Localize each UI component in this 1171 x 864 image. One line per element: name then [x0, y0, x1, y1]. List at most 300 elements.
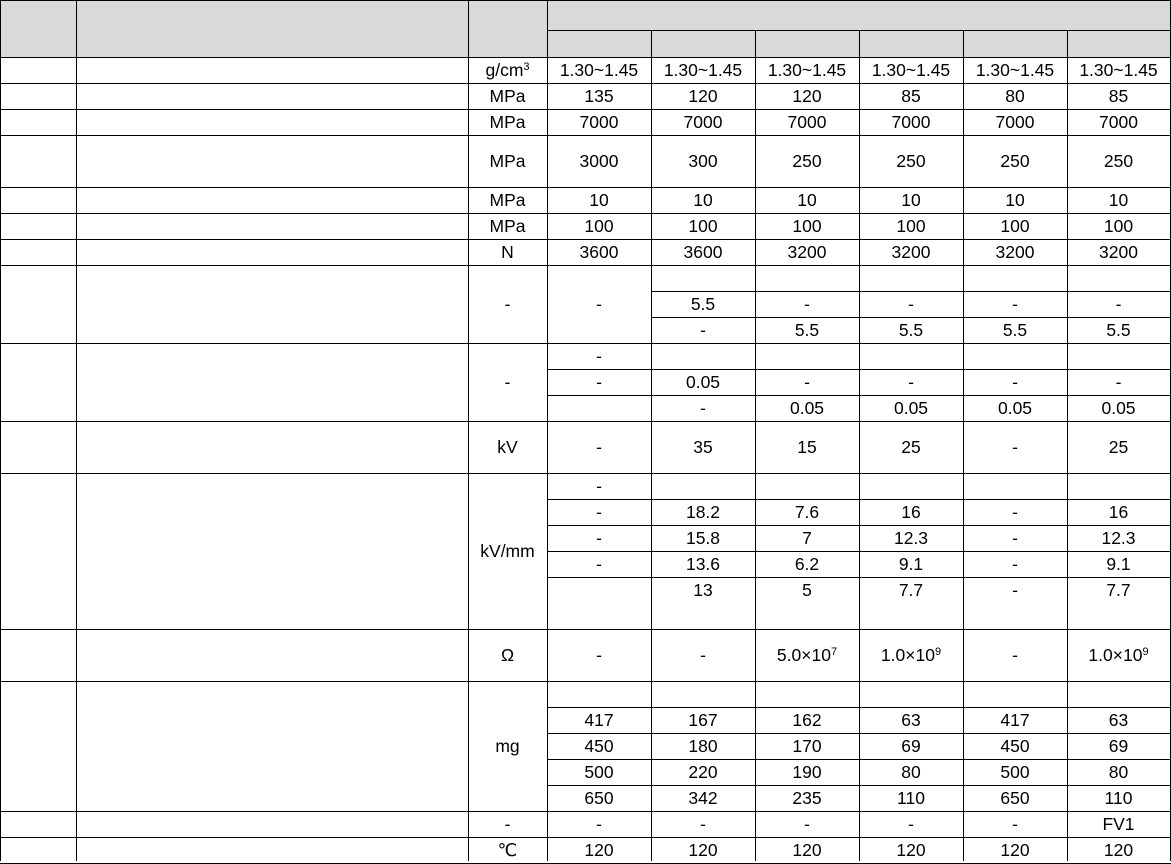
- grid-line-horizontal: [963, 499, 1068, 500]
- value-cell: 0.05: [1101, 398, 1136, 418]
- grid-line-horizontal: [0, 135, 1171, 136]
- value-cell: -: [1012, 528, 1018, 548]
- grid-line-horizontal: [547, 369, 652, 370]
- value-cell: 5.5: [1106, 320, 1131, 340]
- grid-line-horizontal: [963, 577, 1068, 578]
- grid-line-horizontal: [755, 759, 860, 760]
- value-cell: 1.30~1.45: [663, 60, 743, 80]
- value-cell: 500: [584, 762, 614, 782]
- grid-line-horizontal: [755, 291, 860, 292]
- grid-line-horizontal: [651, 291, 756, 292]
- value-cell: 10: [797, 190, 817, 210]
- grid-line-horizontal: [547, 30, 1171, 31]
- grid-line-horizontal: [859, 707, 964, 708]
- grid-line-horizontal: [0, 213, 1171, 214]
- value-cell: 342: [688, 788, 718, 808]
- grid-line-horizontal: [963, 525, 1068, 526]
- value-cell: 25: [901, 437, 921, 457]
- grid-line-horizontal: [859, 499, 964, 500]
- item-label: [76, 655, 468, 681]
- value-cell: 7000: [683, 112, 723, 132]
- grid-line-horizontal: [755, 551, 860, 552]
- value-cell: 100: [792, 216, 822, 236]
- value-cell: 1.30~1.45: [871, 60, 951, 80]
- item-label: [76, 499, 468, 525]
- value-cell: 190: [792, 762, 822, 782]
- value-cell: -: [1012, 437, 1018, 457]
- value-cell: 10: [901, 190, 921, 210]
- value-cell: [859, 681, 963, 707]
- item-label: [76, 239, 468, 265]
- unit-value: N: [501, 242, 514, 262]
- value-cell: 7000: [995, 112, 1035, 132]
- value-cell: -: [1012, 814, 1018, 834]
- value-cell: 63: [901, 710, 921, 730]
- value-cell: -: [596, 372, 602, 392]
- item-label: [76, 213, 468, 239]
- value-cell: -: [596, 502, 602, 522]
- grid-line-horizontal: [755, 369, 860, 370]
- grid-line-vertical: [547, 0, 548, 861]
- value-cell: 13.6: [685, 554, 721, 574]
- header-grade: [651, 30, 755, 57]
- value-cell: -: [700, 398, 706, 418]
- value-cell: 85: [901, 86, 921, 106]
- header-item: [76, 1, 468, 57]
- value-cell: 3200: [787, 242, 827, 262]
- value-cell: 69: [901, 736, 921, 756]
- grid-line-horizontal: [547, 499, 652, 500]
- grid-line-horizontal: [963, 551, 1068, 552]
- value-cell: 650: [1000, 788, 1030, 808]
- grid-line-horizontal: [547, 785, 652, 786]
- header-grade: [859, 30, 963, 57]
- row-number: [0, 629, 76, 681]
- value-cell: -: [700, 320, 706, 340]
- grid-line-horizontal: [963, 759, 1068, 760]
- value-cell: 3200: [1099, 242, 1138, 262]
- grid-line-horizontal: [859, 369, 964, 370]
- value-cell: -: [1115, 372, 1122, 392]
- item-label: [76, 317, 468, 343]
- grid-line-horizontal: [755, 317, 860, 318]
- item-label: [76, 265, 468, 291]
- value-cell: 120: [896, 840, 926, 860]
- grid-line-vertical: [755, 30, 756, 861]
- item-label: [76, 837, 468, 863]
- grid-line-horizontal: [755, 577, 860, 578]
- grid-line-horizontal: [1067, 369, 1171, 370]
- value-cell: 0.05: [997, 398, 1033, 418]
- item-label: [76, 525, 468, 551]
- value-cell: 13: [693, 580, 713, 600]
- item-label: [76, 395, 468, 421]
- item-label: [76, 811, 468, 837]
- grid-line-horizontal: [0, 109, 1171, 110]
- value-cell: 7000: [787, 112, 827, 132]
- row-number: [0, 681, 76, 811]
- grid-line-horizontal: [0, 681, 1171, 682]
- value-cell: 1.30~1.45: [559, 60, 639, 80]
- grid-line-horizontal: [547, 551, 652, 552]
- value-cell: $1.0\times 10^9$: [880, 645, 942, 665]
- value-cell: 1.30~1.45: [1079, 60, 1158, 80]
- value-cell: 100: [896, 216, 926, 236]
- value-cell: 100: [584, 216, 614, 236]
- grid-line-horizontal: [1067, 785, 1171, 786]
- item-label: [76, 603, 468, 629]
- header-grade: [1067, 30, 1170, 57]
- value-cell: [963, 681, 1067, 707]
- value-cell: [547, 681, 651, 707]
- grid-line-horizontal: [1067, 395, 1171, 396]
- unit-value: -: [504, 814, 511, 834]
- value-cell: 80: [1108, 762, 1129, 782]
- value-cell: 16: [1108, 502, 1129, 522]
- item-label: [76, 135, 468, 161]
- item-label: [76, 291, 468, 317]
- unit-value: Ω: [500, 645, 515, 665]
- item-label: [76, 187, 468, 213]
- unit-value: -: [504, 372, 511, 392]
- value-cell: 5.5: [898, 320, 924, 340]
- value-cell: 15: [797, 437, 817, 457]
- value-cell: [1067, 681, 1170, 707]
- value-cell: 1.30~1.45: [767, 60, 847, 80]
- value-cell: 417: [584, 710, 614, 730]
- item-label: [76, 57, 468, 83]
- grid-line-horizontal: [963, 395, 1068, 396]
- value-cell: [651, 265, 755, 291]
- value-cell: [1067, 473, 1170, 499]
- value-cell: 450: [584, 736, 614, 756]
- value-cell: 250: [792, 151, 822, 171]
- grid-line-horizontal: [755, 785, 860, 786]
- grid-line-horizontal: [859, 759, 964, 760]
- value-cell: [755, 681, 859, 707]
- item-label: [76, 629, 468, 655]
- unit-value: MPa: [489, 86, 526, 106]
- value-cell: -: [1012, 502, 1018, 522]
- value-cell: [1067, 343, 1170, 369]
- grid-line-horizontal: [0, 811, 1171, 812]
- value-cell: 1.30~1.45: [975, 60, 1055, 80]
- grid-line-horizontal: [0, 837, 1171, 838]
- value-cell: 450: [1000, 736, 1030, 756]
- value-cell: -: [1012, 294, 1018, 314]
- grid-line-horizontal: [0, 187, 1171, 188]
- value-cell: 0.05: [789, 398, 825, 418]
- value-cell: 5.5: [794, 320, 820, 340]
- row-number: [0, 837, 76, 863]
- value-cell: [651, 473, 755, 499]
- value-cell: 5: [802, 580, 812, 600]
- item-label: [76, 759, 468, 785]
- value-cell: 300: [688, 151, 718, 171]
- value-cell: 120: [584, 840, 614, 860]
- row-number: [0, 57, 76, 83]
- row-number: [0, 187, 76, 213]
- value-cell: [859, 343, 963, 369]
- value-cell: 12.3: [893, 528, 929, 548]
- value-cell: 3200: [995, 242, 1035, 262]
- value-cell: 250: [1000, 151, 1030, 171]
- item-label: [76, 369, 468, 395]
- grid-line-horizontal: [651, 707, 756, 708]
- value-cell: 100: [1000, 216, 1030, 236]
- grid-line-horizontal: [755, 525, 860, 526]
- grid-line-horizontal: [651, 733, 756, 734]
- grid-line-horizontal: [755, 733, 860, 734]
- value-cell: 110: [897, 788, 925, 808]
- grid-line-horizontal: [0, 57, 1171, 58]
- item-label: [76, 83, 468, 109]
- row-number: [0, 343, 76, 421]
- value-cell: 25: [1108, 437, 1129, 457]
- value-cell: 7.7: [1106, 580, 1131, 600]
- row-number: [0, 811, 76, 837]
- value-cell: 10: [589, 190, 609, 210]
- value-cell: 417: [1000, 710, 1030, 730]
- value-cell: 63: [1108, 710, 1129, 730]
- value-cell: 180: [688, 736, 718, 756]
- value-cell: -: [908, 814, 914, 834]
- unit-value: ℃: [497, 840, 518, 860]
- grid-line-horizontal: [651, 525, 756, 526]
- item-label: [76, 681, 468, 707]
- value-cell: FV1: [1102, 814, 1135, 834]
- value-cell: 7000: [891, 112, 931, 132]
- value-cell: $5.0\times 10^7$: [776, 645, 838, 665]
- grid-line-horizontal: [755, 707, 860, 708]
- value-cell: 15.8: [685, 528, 721, 548]
- item-label: [76, 551, 468, 577]
- grid-line-horizontal: [0, 0, 1171, 1]
- grid-line-horizontal: [1067, 499, 1171, 500]
- grid-line-horizontal: [651, 369, 756, 370]
- value-cell: 167: [688, 710, 718, 730]
- value-cell: 220: [688, 762, 718, 782]
- unit-value: -: [504, 294, 511, 314]
- item-label: [76, 577, 468, 603]
- value-cell: 120: [792, 86, 822, 106]
- grid-line-horizontal: [755, 395, 860, 396]
- row-number: [0, 265, 76, 343]
- grid-line-horizontal: [859, 551, 964, 552]
- grid-line-horizontal: [859, 525, 964, 526]
- grid-line-horizontal: [859, 785, 964, 786]
- value-cell: -: [1012, 645, 1018, 665]
- grid-line-horizontal: [1067, 317, 1171, 318]
- item-label: [76, 473, 468, 499]
- unit-value: mg: [495, 736, 520, 756]
- unit-value: kV/mm: [480, 541, 535, 561]
- row-number: [0, 473, 76, 629]
- grid-line-horizontal: [1067, 733, 1171, 734]
- unit-value: $g/cm^3$: [485, 60, 530, 80]
- value-cell: 250: [896, 151, 926, 171]
- value-cell: 3600: [683, 242, 723, 262]
- value-cell: -: [1012, 554, 1018, 574]
- value-cell: -: [804, 372, 810, 392]
- value-cell: 3600: [579, 242, 619, 262]
- grid-line-horizontal: [651, 395, 756, 396]
- value-cell: 7: [802, 528, 812, 548]
- value-cell: -: [804, 814, 810, 834]
- row-number: [0, 213, 76, 239]
- unit-value: kV: [497, 437, 518, 457]
- row-number: [0, 135, 76, 187]
- value-cell: [651, 343, 755, 369]
- value-cell: 120: [792, 840, 822, 860]
- value-cell: [755, 265, 859, 291]
- value-cell: [859, 265, 963, 291]
- item-label: [76, 421, 468, 447]
- value-cell: -: [908, 372, 914, 392]
- value-cell: 18.2: [685, 502, 721, 522]
- grid-line-horizontal: [0, 265, 1171, 266]
- value-cell: 120: [1000, 840, 1030, 860]
- value-cell: 500: [1000, 762, 1030, 782]
- value-cell: [755, 343, 859, 369]
- grid-line-vertical: [651, 30, 652, 861]
- value-cell: 7000: [579, 112, 619, 132]
- value-cell: -: [596, 645, 602, 665]
- grid-line-horizontal: [651, 551, 756, 552]
- value-cell: [859, 473, 963, 499]
- value-cell: [963, 343, 1067, 369]
- grid-line-horizontal: [651, 759, 756, 760]
- value-cell: 80: [901, 762, 921, 782]
- value-cell: -: [700, 645, 706, 665]
- grid-line-horizontal: [0, 83, 1171, 84]
- value-cell: [755, 473, 859, 499]
- grid-line-vertical: [1067, 30, 1068, 861]
- value-cell: -: [596, 528, 602, 548]
- value-cell: 7.6: [794, 502, 820, 522]
- value-cell: 120: [1103, 840, 1134, 860]
- value-cell: -: [596, 346, 602, 366]
- grid-line-horizontal: [547, 577, 652, 578]
- value-cell: [547, 395, 651, 421]
- unit-value: MPa: [489, 151, 526, 171]
- value-cell: [963, 265, 1067, 291]
- value-cell: 0.05: [685, 372, 721, 392]
- item-label: [76, 343, 468, 369]
- value-cell: 12.3: [1101, 528, 1136, 548]
- unit-value: MPa: [489, 112, 526, 132]
- grid-line-horizontal: [963, 369, 1068, 370]
- value-cell: 10: [693, 190, 713, 210]
- value-cell: 100: [688, 216, 718, 236]
- item-label: [76, 447, 468, 473]
- grid-line-horizontal: [963, 291, 1068, 292]
- header-grade: [963, 30, 1067, 57]
- row-number: [0, 239, 76, 265]
- value-cell: 7.7: [898, 580, 924, 600]
- value-cell: 16: [901, 502, 921, 522]
- header-grade: [755, 30, 859, 57]
- value-cell: -: [1012, 372, 1018, 392]
- item-label: [76, 109, 468, 135]
- value-cell: 250: [1103, 151, 1134, 171]
- value-cell: 100: [1103, 216, 1134, 236]
- value-cell: 5.5: [690, 294, 716, 314]
- grid-line-horizontal: [0, 239, 1171, 240]
- value-cell: 10: [1005, 190, 1025, 210]
- grid-line-horizontal: [651, 577, 756, 578]
- value-cell: -: [596, 554, 602, 574]
- value-cell: 235: [792, 788, 822, 808]
- grid-line-horizontal: [859, 733, 964, 734]
- grid-line-horizontal: [0, 343, 1171, 344]
- grid-line-horizontal: [547, 759, 652, 760]
- value-cell: 35: [693, 437, 713, 457]
- value-cell: 0.05: [893, 398, 929, 418]
- grid-line-horizontal: [859, 317, 964, 318]
- grid-line-horizontal: [963, 785, 1068, 786]
- grid-line-horizontal: [547, 733, 652, 734]
- grid-line-horizontal: [1067, 551, 1171, 552]
- row-number: [0, 83, 76, 109]
- header-standards: [547, 1, 1170, 30]
- grid-line-horizontal: [1067, 707, 1171, 708]
- row-number: [0, 421, 76, 473]
- grid-line-horizontal: [859, 395, 964, 396]
- value-cell: [963, 473, 1067, 499]
- grid-line-horizontal: [547, 395, 652, 396]
- header-grade: [547, 30, 651, 57]
- value-cell: 9.1: [1106, 554, 1131, 574]
- grid-line-horizontal: [1067, 525, 1171, 526]
- grid-line-vertical: [76, 0, 77, 861]
- value-cell: -: [1012, 580, 1018, 600]
- value-cell: 650: [584, 788, 614, 808]
- value-cell: -: [596, 437, 602, 457]
- row-number: [0, 109, 76, 135]
- item-label: [76, 785, 468, 811]
- value-cell: -: [700, 814, 706, 834]
- value-cell: 135: [584, 86, 614, 106]
- value-cell: 9.1: [898, 554, 924, 574]
- value-cell: [547, 577, 651, 603]
- grid-line-vertical: [0, 0, 1, 861]
- value-cell: 85: [1108, 86, 1129, 106]
- value-cell: -: [908, 294, 914, 314]
- unit-value: MPa: [489, 190, 526, 210]
- grid-line-horizontal: [1067, 759, 1171, 760]
- grid-line-horizontal: [547, 707, 652, 708]
- header-unit: [468, 1, 547, 57]
- grid-line-horizontal: [963, 707, 1068, 708]
- grid-line-horizontal: [0, 473, 1171, 474]
- value-cell: [651, 681, 755, 707]
- grid-line-horizontal: [1067, 577, 1171, 578]
- header-no: [0, 1, 76, 57]
- value-cell: 5.5: [1002, 320, 1028, 340]
- grid-line-horizontal: [0, 629, 1171, 630]
- unit-value: MPa: [489, 216, 526, 236]
- grid-line-vertical: [468, 0, 469, 861]
- value-cell: -: [1115, 294, 1122, 314]
- value-cell: 120: [688, 86, 718, 106]
- grid-line-horizontal: [963, 317, 1068, 318]
- value-cell: 10: [1108, 190, 1129, 210]
- value-cell: $1.0\times 10^9$: [1088, 645, 1149, 665]
- grid-line-horizontal: [651, 317, 756, 318]
- grid-line-vertical: [963, 30, 964, 861]
- value-cell: [1067, 265, 1170, 291]
